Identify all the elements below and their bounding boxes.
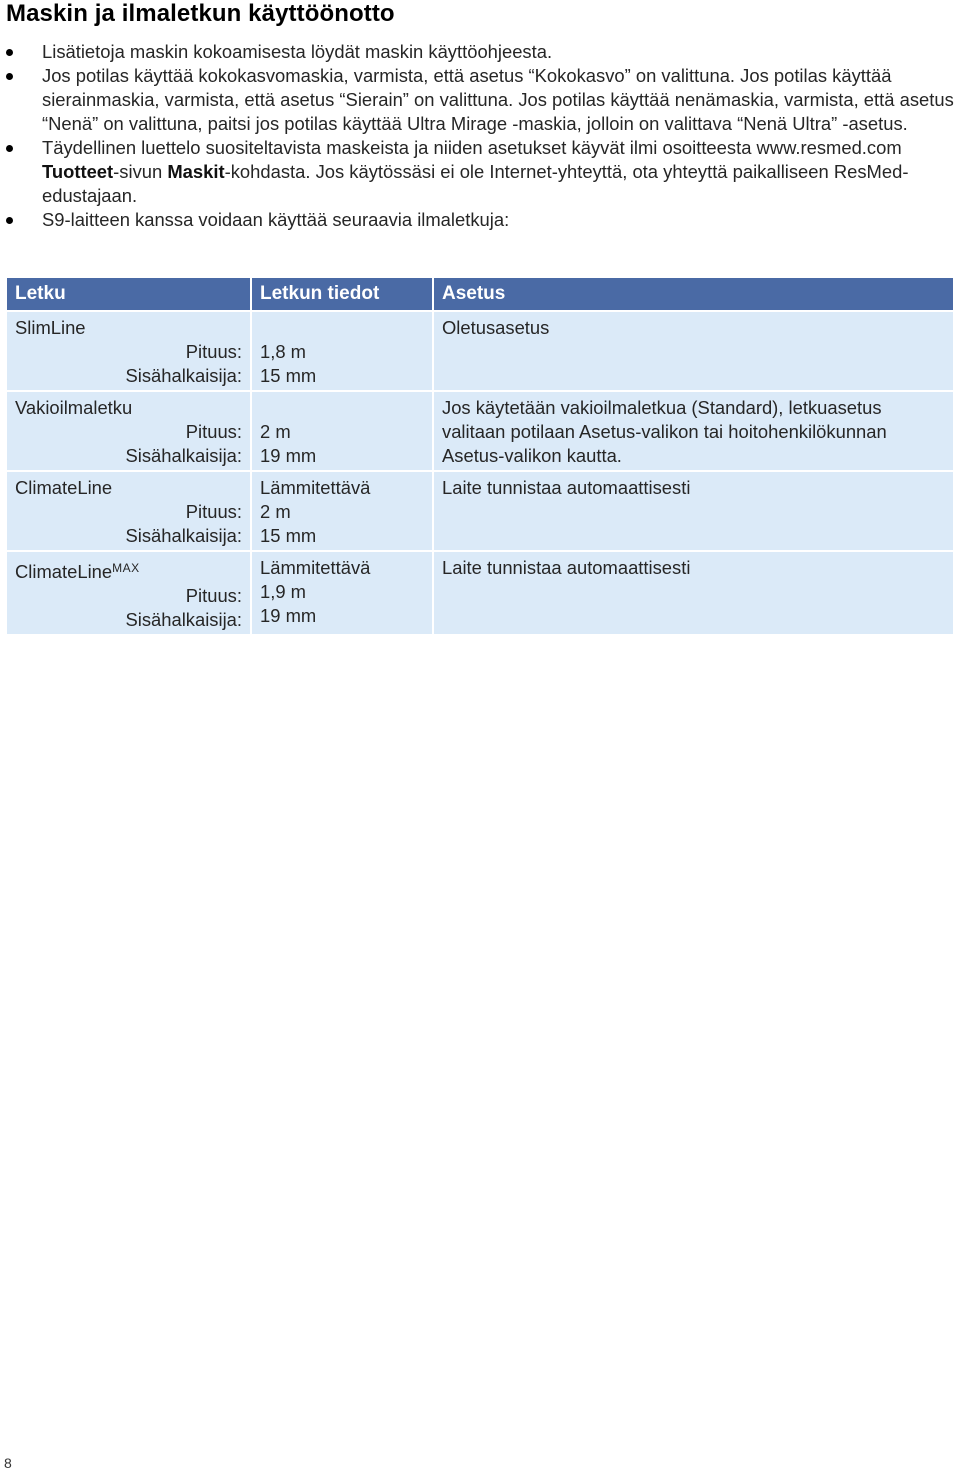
tube-diameter: 15 mm (260, 365, 317, 386)
table-header-row (7, 278, 953, 310)
diameter-label: Sisähalkaisija: (125, 525, 242, 546)
length-label: Pituus: (185, 501, 242, 522)
page-number: 8 (4, 1455, 12, 1471)
header-tube: Letku (7, 278, 250, 310)
bullet-text: -kohdasta. Jos käytössäsi ei ole Internet-yhteyttä, ota yhteyttä paikalliseen ResMed-edustajaan. (42, 161, 909, 206)
tube-name: SlimLine (15, 317, 86, 338)
tube-setting: Laite tunnistaa automaattisesti (442, 557, 691, 578)
table-row (7, 472, 953, 550)
bullet-text: Täydellinen luettelo suositeltavista maskeista ja niiden asetukset käyvät ilmi osoitteesta www.resmed.com (42, 137, 902, 158)
details-cell (252, 472, 432, 550)
tube-diameter: 19 mm (260, 445, 317, 466)
tube-feature: Lämmitettävä (260, 557, 371, 578)
setting-cell (434, 392, 953, 470)
tube-name: ClimateLine (15, 477, 113, 498)
bullet-item (0, 64, 958, 136)
diameter-label: Sisähalkaisija: (125, 445, 242, 466)
setting-cell (434, 552, 953, 634)
tube-feature (260, 316, 424, 340)
air-tubing-table (5, 276, 955, 636)
tube-feature (260, 396, 424, 420)
setting-cell (434, 472, 953, 550)
tube-setting: Jos käytetään vakioilmaletkua (Standard), letkuasetus valitaan potilaan Asetus-valikon tai hoitohenkilökunnan Asetus-valikon kautta. (442, 397, 887, 466)
bullet-list (0, 40, 958, 232)
length-label: Pituus: (185, 341, 242, 362)
diameter-label: Sisähalkaisija: (125, 365, 242, 386)
bullet-text: -sivun (113, 161, 168, 182)
diameter-label: Sisähalkaisija: (125, 609, 242, 630)
length-label: Pituus: (185, 421, 242, 442)
tube-cell (7, 392, 250, 470)
tube-cell (7, 312, 250, 390)
tube-name: ClimateLine (15, 561, 113, 582)
bullet-text: Lisätietoja maskin kokoamisesta löydät maskin käyttöohjeesta. (42, 41, 553, 62)
tube-name-wrapper (15, 556, 242, 584)
tube-name-superscript: MAX (112, 561, 140, 575)
length-label: Pituus: (185, 585, 242, 606)
page-title: Maskin ja ilmaletkun käyttöönotto (6, 0, 395, 27)
table-row (7, 312, 953, 390)
tube-cell (7, 472, 250, 550)
products-emphasis: Tuotteet (42, 161, 114, 182)
tube-feature: Lämmitettävä (260, 477, 371, 498)
tube-length: 2 m (260, 501, 291, 522)
tube-name: Vakioilmaletku (15, 397, 133, 418)
tube-cell (7, 552, 250, 634)
table-row (7, 392, 953, 470)
tube-setting: Laite tunnistaa automaattisesti (442, 477, 691, 498)
bullet-item (0, 208, 958, 232)
bullet-text: Jos potilas käyttää kokokasvomaskia, varmista, että asetus “Kokokasvo” on valittuna. Jos potilas käyttää sierainmaskia, varmista, että asetus “Sierain” on valittuna. Jos potilas käyttää nenämaskia, varmista, että asetus “Nenä” on valittuna, paitsi jos potilas käyttää Ultra Mirage -maskia, jolloin on valittava “Nenä Ultra” -asetus. (42, 65, 954, 134)
details-cell (252, 552, 432, 634)
tube-length: 2 m (260, 421, 291, 442)
tube-setting: Oletusasetus (442, 317, 550, 338)
tube-length: 1,8 m (260, 341, 306, 362)
tube-length: 1,9 m (260, 581, 306, 602)
header-tube-details: Letkun tiedot (252, 278, 432, 310)
table-row (7, 552, 953, 634)
masks-emphasis: Maskit (167, 161, 225, 182)
setting-cell (434, 312, 953, 390)
tube-diameter: 15 mm (260, 525, 317, 546)
tube-diameter: 19 mm (260, 605, 317, 626)
bullet-item (0, 40, 958, 64)
details-cell (252, 392, 432, 470)
header-setting: Asetus (434, 278, 953, 310)
bullet-text: S9-laitteen kanssa voidaan käyttää seuraavia ilmaletkuja: (42, 209, 510, 230)
bullet-item (0, 136, 958, 208)
details-cell (252, 312, 432, 390)
